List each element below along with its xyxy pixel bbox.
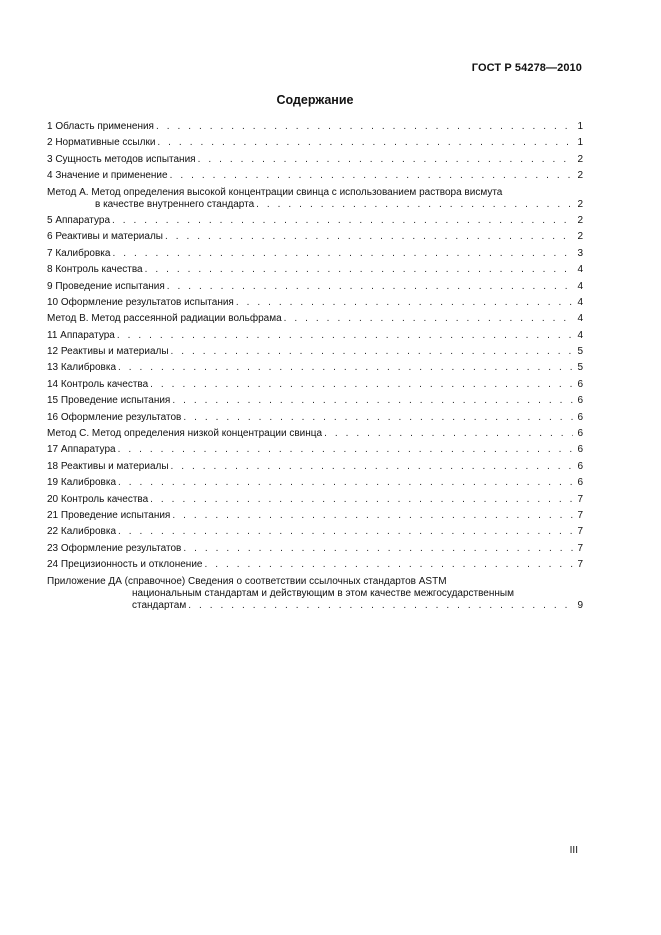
leader-dots: [112, 248, 573, 260]
toc-entry-page: 7: [577, 559, 583, 571]
toc-entry-page: 6: [577, 444, 583, 456]
toc-entry[interactable]: [47, 428, 583, 440]
toc-entry-label: 23 Оформление результатов: [47, 542, 182, 554]
leader-dots: [236, 297, 573, 309]
toc-entry-label: 1 Область применения: [47, 121, 154, 132]
leader-dots: [150, 379, 573, 391]
toc-entry-page: 6: [577, 477, 583, 489]
toc-entry-label: 9 Проведение испытания: [47, 280, 165, 292]
toc-entry-label: 17 Аппаратура: [47, 444, 116, 456]
toc-entry[interactable]: [47, 248, 583, 260]
toc-entry-page: 6: [577, 378, 583, 390]
toc-entry-label: 21 Проведение испытания: [47, 509, 171, 521]
toc-entry-page: 4: [577, 280, 583, 292]
leader-dots: [145, 264, 573, 276]
leader-dots: [324, 428, 573, 440]
toc-entry-page: 4: [577, 296, 583, 308]
toc-entry-label: 24 Прецизионность и отклонение: [47, 559, 203, 571]
toc-entry-page: 1: [577, 137, 583, 149]
leader-dots: [156, 121, 573, 133]
toc-entry-label: 22 Калибровка: [47, 526, 117, 538]
toc-entry-page: 2: [577, 198, 583, 210]
toc-entry-label: 6 Реактивы и материалы: [47, 231, 163, 243]
leader-dots: [183, 412, 573, 424]
toc-entry[interactable]: [47, 281, 583, 293]
toc-entry-page: 2: [577, 214, 583, 226]
leader-dots: [198, 154, 573, 166]
leader-dots: [117, 330, 573, 342]
toc-entry[interactable]: [47, 297, 583, 309]
toc-entry-page: 2: [577, 153, 583, 165]
toc-entry-label: 2 Нормативные ссылки: [47, 137, 156, 149]
toc-entry[interactable]: [47, 526, 583, 538]
toc-entry-page: 3: [577, 247, 583, 259]
toc-entry-page: 4: [577, 264, 583, 276]
toc-entry[interactable]: [47, 494, 583, 506]
toc-entry-label: Метод В. Метод рассеянной радиации вольфрама: [47, 313, 282, 325]
leader-dots: [171, 461, 573, 473]
table-of-contents: [47, 121, 583, 616]
leader-dots: [167, 281, 573, 293]
toc-title: Содержание: [276, 93, 354, 107]
toc-entry-label: Приложение ДА (справочное) Сведения о соответствии ссылочных стандартов ASTM: [47, 575, 447, 587]
toc-entry-label-continued: стандартам: [132, 599, 187, 611]
toc-entry-page: 5: [577, 362, 583, 374]
toc-entry-page: 2: [577, 231, 583, 243]
document-code: ГОСТ Р 54278—2010: [471, 62, 582, 74]
toc-entry[interactable]: [47, 137, 583, 149]
toc-entry-page: 7: [577, 509, 583, 521]
leader-dots: [112, 215, 573, 227]
toc-entry-label: 18 Реактивы и материалы: [47, 460, 169, 472]
toc-entry-label: 13 Калибровка: [47, 362, 117, 374]
toc-entry[interactable]: [47, 543, 583, 555]
toc-entry-label-continued: национальным стандартам и действующим в этом качестве межгосударственным: [132, 587, 514, 599]
leader-dots: [150, 494, 573, 506]
toc-entry-label-continued: в качестве внутреннего стандарта: [95, 198, 255, 210]
toc-entry-appendix[interactable]: [47, 576, 583, 612]
toc-entry-label: Метод А. Метод определения высокой концентрации свинца с использованием раствора висмута: [47, 186, 503, 198]
toc-entry[interactable]: [47, 559, 583, 571]
toc-entry[interactable]: [47, 412, 583, 424]
toc-entry[interactable]: [47, 477, 583, 489]
toc-entry-label: Метод С. Метод определения низкой концентрации свинца: [47, 428, 323, 440]
toc-entry-page: 9: [577, 599, 583, 611]
toc-entry-label: 15 Проведение испытания: [47, 395, 171, 407]
leader-dots: [118, 477, 573, 489]
toc-entry-page: 7: [577, 526, 583, 538]
page-number: III: [569, 845, 578, 856]
toc-entry-page: 6: [577, 428, 583, 440]
leader-dots: [188, 600, 573, 612]
leader-dots: [157, 137, 573, 149]
toc-entry-label: 8 Контроль качества: [47, 264, 143, 276]
toc-entry-page: 6: [577, 460, 583, 472]
toc-entry-page: 2: [577, 170, 583, 182]
toc-entry[interactable]: [47, 379, 583, 391]
leader-dots: [118, 526, 573, 538]
toc-entry[interactable]: [47, 313, 583, 325]
toc-entry[interactable]: [47, 264, 583, 276]
toc-entry-page: 4: [577, 329, 583, 341]
toc-entry-page: 6: [577, 411, 583, 423]
toc-entry[interactable]: [47, 461, 583, 473]
toc-entry-label: 16 Оформление результатов: [47, 411, 182, 423]
leader-dots: [256, 199, 573, 211]
toc-entry-label: 7 Калибровка: [47, 247, 111, 259]
toc-entry-page: 7: [577, 542, 583, 554]
toc-entry-label: 20 Контроль качества: [47, 493, 149, 505]
leader-dots: [284, 313, 573, 325]
toc-entry[interactable]: [47, 215, 583, 227]
toc-entry-label: 3 Сущность методов испытания: [47, 153, 196, 165]
toc-entry-label: 10 Оформление результатов испытания: [47, 296, 234, 308]
leader-dots: [204, 559, 573, 571]
toc-entry[interactable]: [47, 154, 583, 166]
toc-entry[interactable]: [47, 395, 583, 407]
toc-entry-page: 4: [577, 313, 583, 325]
toc-entry-page: 1: [577, 121, 583, 132]
leader-dots: [118, 362, 573, 374]
toc-entry-method-a[interactable]: [47, 187, 583, 211]
toc-entry[interactable]: [47, 362, 583, 374]
toc-entry-label: 19 Калибровка: [47, 477, 117, 489]
toc-entry-label: 12 Реактивы и материалы: [47, 346, 169, 358]
leader-dots: [171, 346, 573, 358]
leader-dots: [165, 231, 573, 243]
toc-entry[interactable]: [47, 170, 583, 182]
toc-entry-page: 6: [577, 395, 583, 407]
leader-dots: [118, 444, 573, 456]
toc-entry-label: 5 Аппаратура: [47, 214, 111, 226]
toc-entry[interactable]: [47, 231, 583, 243]
toc-entry[interactable]: [47, 346, 583, 358]
toc-entry[interactable]: [47, 510, 583, 522]
toc-entry-label: 11 Аппаратура: [47, 329, 115, 341]
toc-entry[interactable]: [47, 121, 583, 133]
toc-entry-page: 7: [577, 493, 583, 505]
toc-entry-label: 4 Значение и применение: [47, 170, 168, 182]
toc-entry-page: 5: [577, 346, 583, 358]
leader-dots: [183, 543, 573, 555]
toc-entry-label: 14 Контроль качества: [47, 378, 149, 390]
leader-dots: [172, 395, 573, 407]
leader-dots: [172, 510, 573, 522]
toc-entry[interactable]: [47, 444, 583, 456]
leader-dots: [170, 170, 573, 182]
toc-entry[interactable]: [47, 330, 583, 342]
